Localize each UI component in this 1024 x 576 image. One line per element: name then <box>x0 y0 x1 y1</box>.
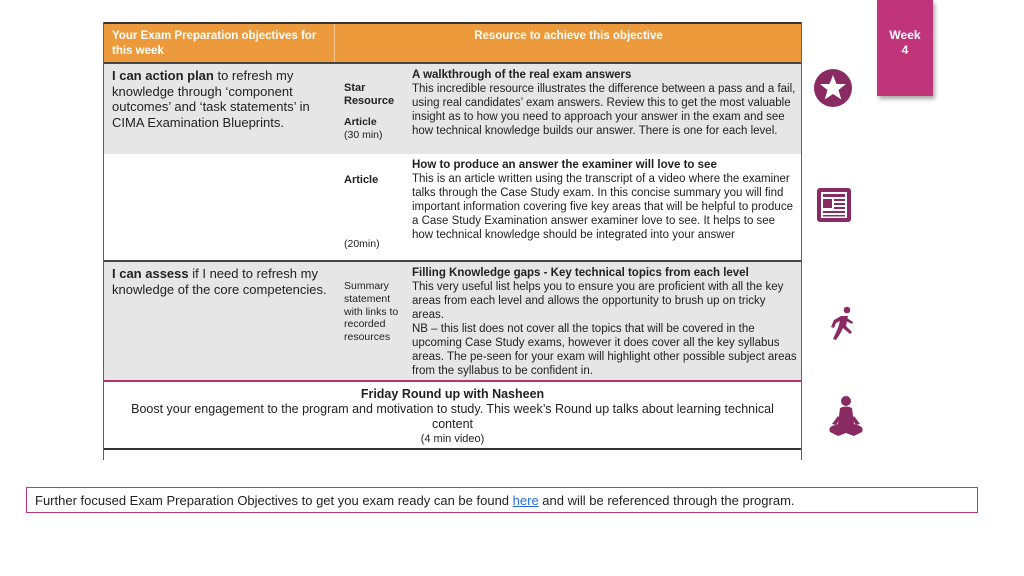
resource-title[interactable]: A walkthrough of the real exam answers <box>412 69 632 81</box>
resource-duration: (30 min) <box>344 129 383 141</box>
week-label: Week <box>889 28 921 42</box>
friday-title[interactable]: Friday Round up with Nasheen <box>360 387 545 401</box>
resource-description: This very useful list helps you to ensure you are proficient with all the key areas from each level and allows the opportunity to brush up on tricky areas. <box>412 281 784 321</box>
table-header <box>104 22 801 64</box>
friday-roundup <box>104 380 801 450</box>
resource-type: Star Resource <box>344 82 395 107</box>
header-resource: Resource to achieve this objective <box>474 30 663 42</box>
week-number: 4 <box>901 43 909 57</box>
running-person-icon <box>826 306 860 347</box>
star-icon <box>813 68 853 113</box>
header-objectives: Your Exam Preparation objectives for this week <box>112 30 317 57</box>
resource-note: NB – this list does not cover all the topics that will be covered in the upcoming Case Study exams, however it does cover all the key syllabus areas. The pe-seen for your exam will highlight other possible subject areas from the syllabus to be confident in. <box>412 323 797 377</box>
friday-duration: (4 min video) <box>420 433 485 445</box>
table-row <box>104 260 801 382</box>
resource-type-2: Article <box>344 116 377 128</box>
resource-title[interactable]: How to produce an answer the examiner will love to see <box>412 159 717 171</box>
footer-note: Further focused Exam Preparation Objectives to get you exam ready can be found here and will be referenced through the program. <box>26 487 978 513</box>
objective-text: I can action plan to refresh my knowledge through ‘component outcomes’ and ‘task statements’ in CIMA Examination Blueprints. <box>112 68 310 130</box>
resource-description: This incredible resource illustrates the difference between a pass and a fail, using real candidates’ exam answers. Review this to get the most valuable insight as to how you need to approach your answer in the exam and see how technical knowledge builds our answer. There is one for each level. <box>412 83 796 137</box>
resource-description: This is an article written using the transcript of a video where the examiner talks through the Case Study exam. In this concise summary you will find important information covering five key areas that will be helpful to produce a Case Study Examination answer examiner love to see. It helps to see how technical knowledge should be integrated into your answer <box>412 173 793 241</box>
resource-type: Summary statement with links to recorded resources <box>344 280 399 344</box>
here-link[interactable]: here <box>512 493 539 508</box>
table-row <box>104 154 801 260</box>
friday-description: Boost your engagement to the program and motivation to study. This week’s Round up talks about learning technical content <box>131 402 774 431</box>
objectives-table <box>103 22 802 460</box>
table-row <box>104 62 801 154</box>
objective-text: I can assess if I need to refresh my knowledge of the core competencies. <box>112 266 327 297</box>
week-tab <box>877 0 933 96</box>
newspaper-icon <box>815 186 853 229</box>
resource-duration: (20min) <box>344 238 380 250</box>
resource-title[interactable]: Filling Knowledge gaps - Key technical topics from each level <box>412 267 749 279</box>
meditation-icon <box>826 394 866 445</box>
resource-type: Article <box>344 174 379 186</box>
